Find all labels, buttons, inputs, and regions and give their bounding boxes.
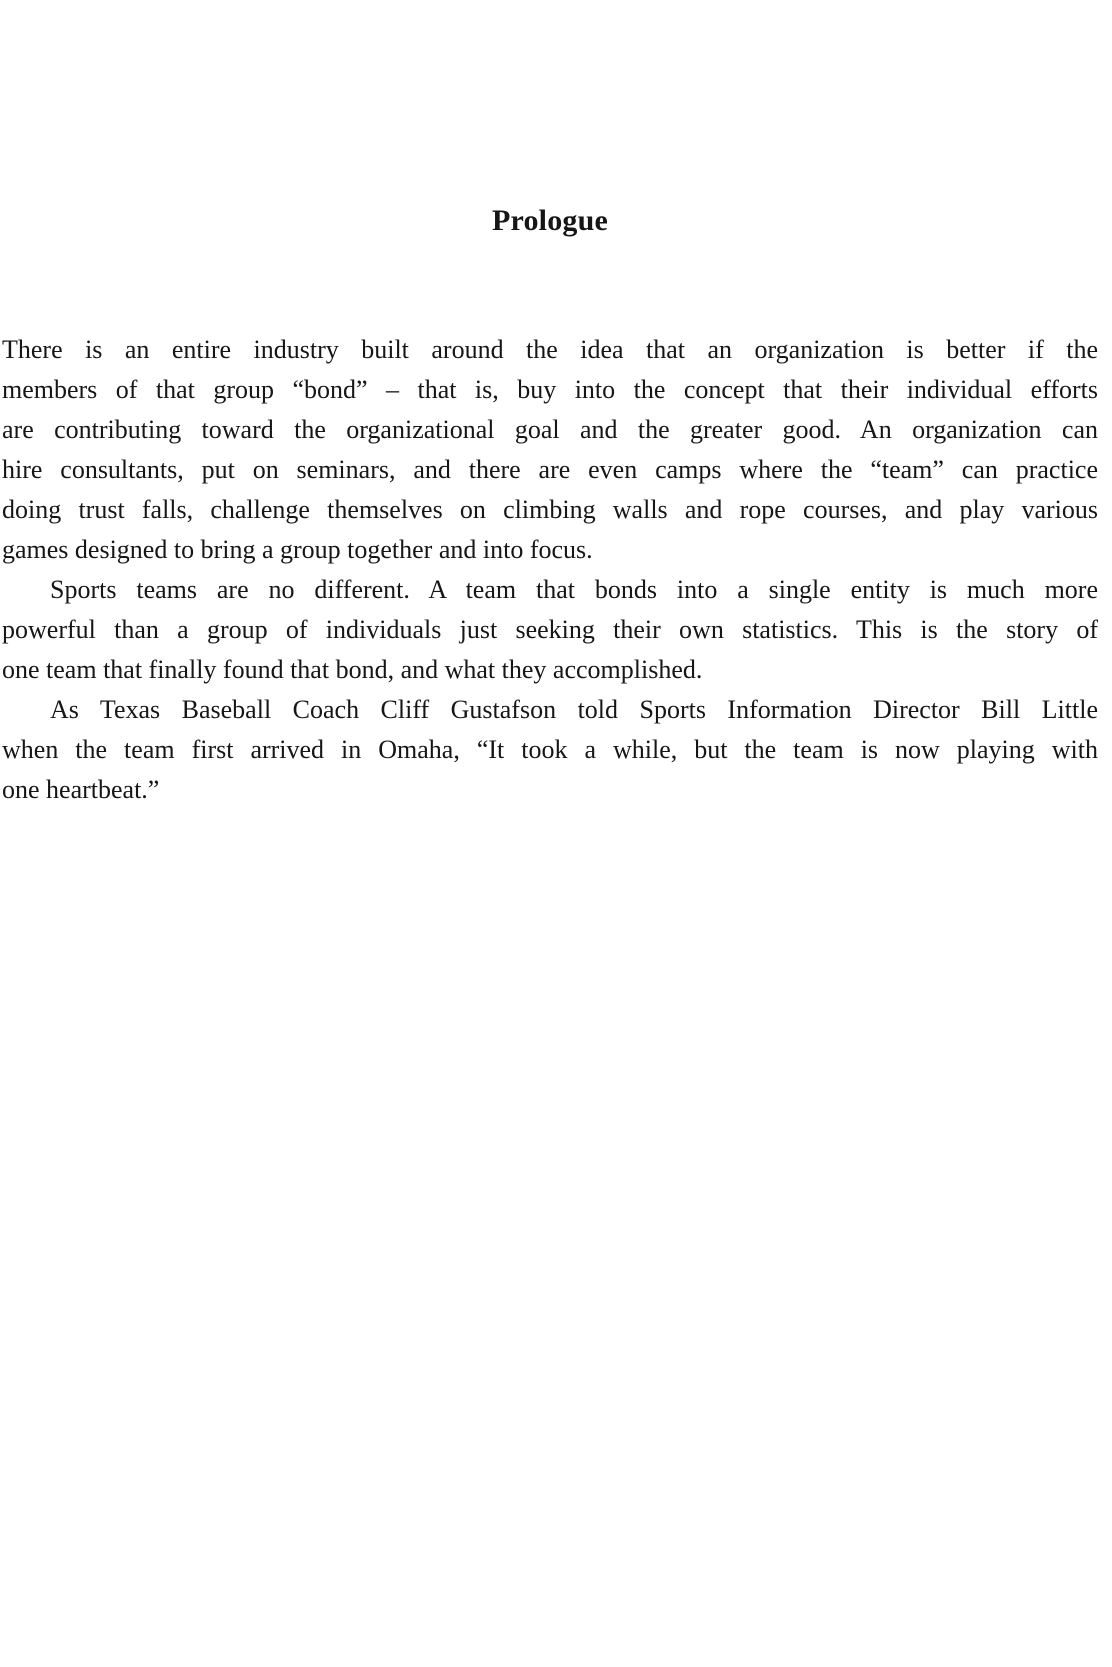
text-line: one team that finally found that bond, and what they accomplished. bbox=[2, 655, 703, 684]
text-line: powerful than a group of individuals just seeking their own statistics. This is the story of bbox=[2, 615, 1098, 644]
text-line: As Texas Baseball Coach Cliff Gustafson told Sports Information Director Bill Little bbox=[50, 695, 1098, 724]
text-line: are contributing toward the organizational goal and the greater good. An organization can bbox=[2, 415, 1098, 444]
text-line: games designed to bring a group together and into focus. bbox=[2, 535, 593, 564]
text-line: when the team first arrived in Omaha, “It took a while, but the team is now playing with bbox=[2, 735, 1098, 764]
text-line: doing trust falls, challenge themselves on climbing walls and rope courses, and play various bbox=[2, 495, 1098, 524]
text-line: members of that group “bond” – that is, buy into the concept that their individual efforts bbox=[2, 375, 1098, 404]
text-line: Sports teams are no different. A team that bonds into a single entity is much more bbox=[50, 575, 1098, 604]
text-line: hire consultants, put on seminars, and there are even camps where the “team” can practice bbox=[2, 455, 1098, 484]
chapter-title: Prologue bbox=[491, 204, 609, 237]
text-line: There is an entire industry built around the idea that an organization is better if the bbox=[2, 335, 1098, 364]
body-text bbox=[2, 330, 1098, 810]
text-line: one heartbeat.” bbox=[2, 775, 160, 804]
